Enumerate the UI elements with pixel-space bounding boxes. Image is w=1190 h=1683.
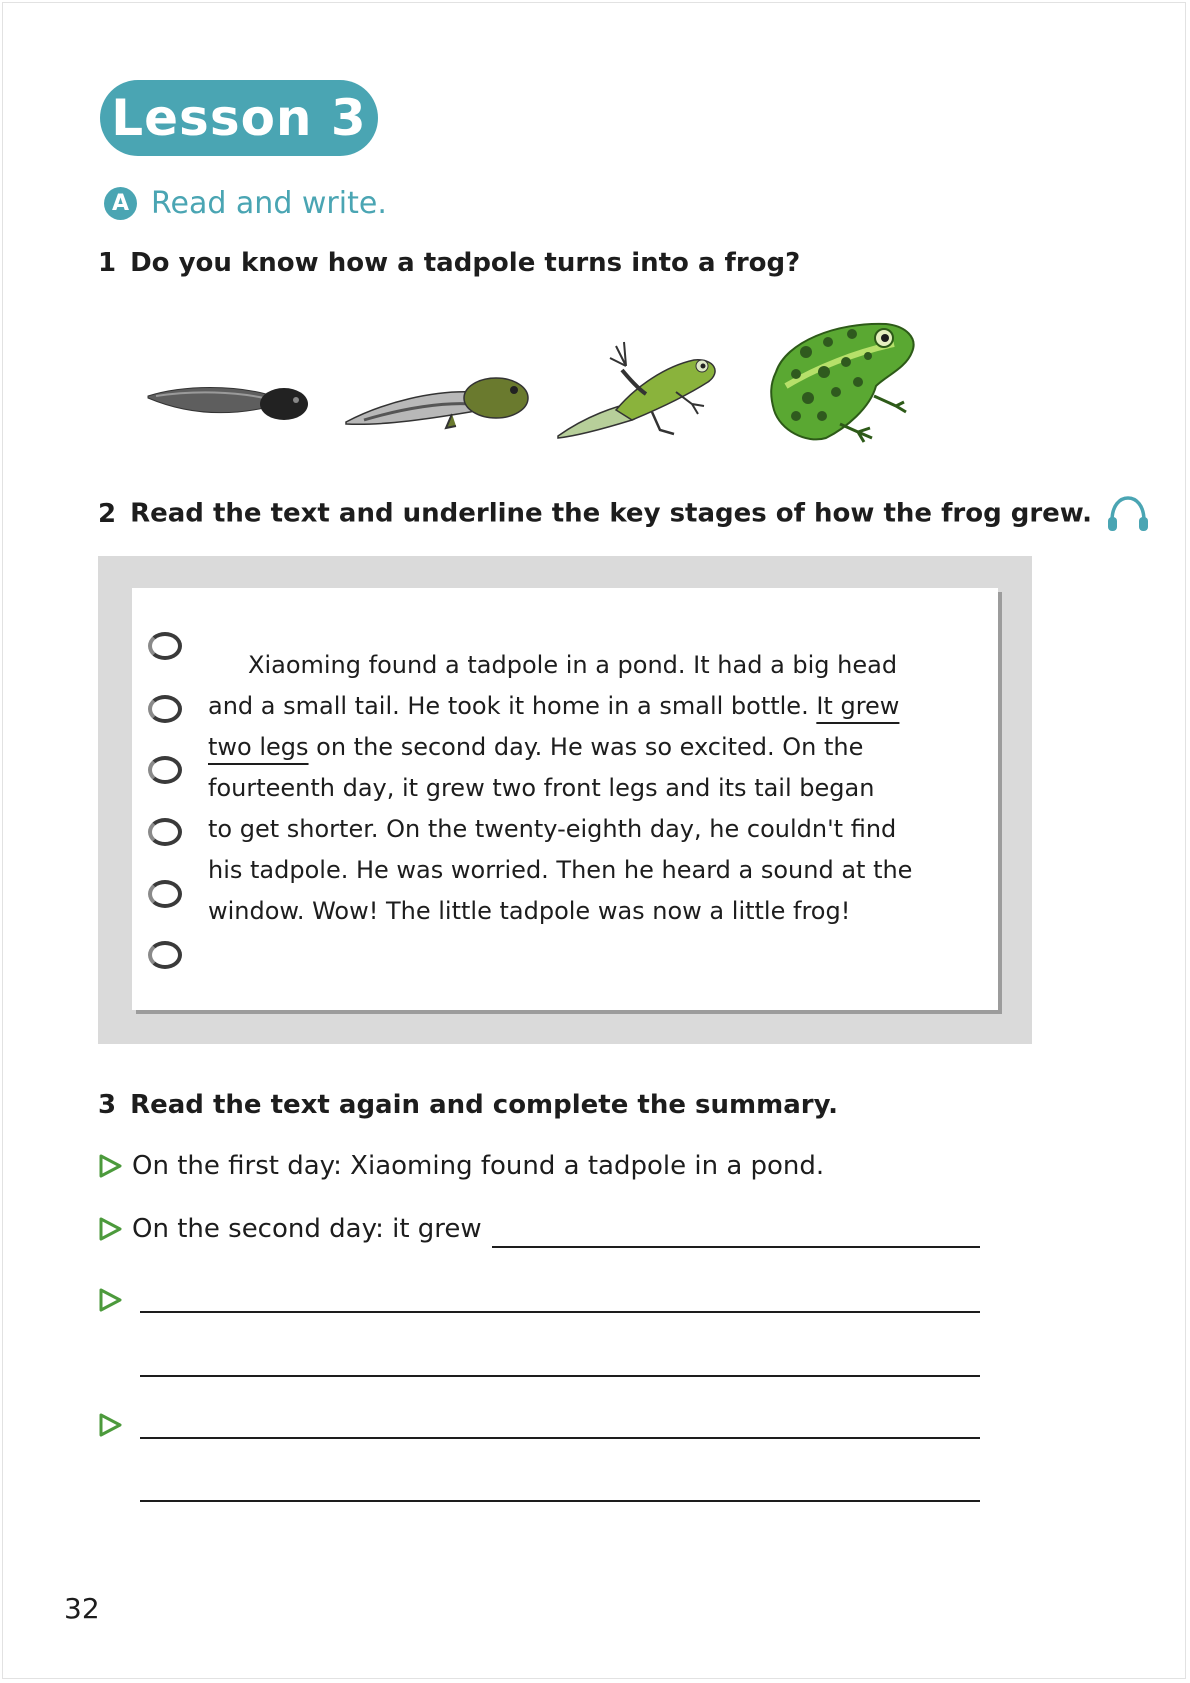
arrow-bullet-icon — [96, 1411, 124, 1439]
headphones-icon[interactable] — [1106, 495, 1150, 533]
answer-blank[interactable] — [140, 1311, 980, 1313]
section-header — [104, 186, 387, 221]
tadpole-icon — [146, 376, 312, 424]
story-line: Xiaoming found a tadpole in a pond. It had a big head — [248, 651, 898, 679]
summary-row — [96, 1151, 824, 1181]
binder-ring — [148, 880, 182, 908]
answer-blank[interactable] — [492, 1246, 980, 1248]
question-text: Read the text and underline the key stages of how the frog grew. — [130, 498, 1093, 529]
question-number: 3 — [98, 1090, 117, 1120]
story-line: fourteenth day, it grew two front legs and its tail began — [208, 774, 875, 802]
binder-ring — [148, 632, 182, 660]
story-line — [208, 727, 988, 768]
arrow-bullet-icon — [96, 1215, 124, 1243]
question-number: 1 — [98, 248, 117, 278]
tadpole-with-legs-icon — [344, 362, 532, 434]
question-3 — [98, 1090, 838, 1120]
section-title: Read and write. — [151, 186, 387, 221]
story-line: his tadpole. He was worried. Then he heard a sound at the — [208, 856, 913, 884]
froglet-icon — [556, 336, 726, 446]
answer-blank[interactable] — [140, 1500, 980, 1502]
lesson-title: Lesson 3 — [100, 80, 378, 156]
question-2 — [98, 495, 1150, 533]
summary-text: On the first day: Xiaoming found a tadpole in a pond. — [132, 1151, 825, 1181]
frog-icon — [766, 312, 920, 458]
story-line: window. Wow! The little tadpole was now a little frog! — [208, 897, 851, 925]
answer-blank[interactable] — [140, 1437, 980, 1439]
question-text: Do you know how a tadpole turns into a frog? — [130, 248, 801, 278]
binder-ring — [148, 818, 182, 846]
story-line — [208, 686, 988, 727]
page-number: 32 — [64, 1592, 100, 1625]
summary-row — [96, 1411, 132, 1439]
question-text: Read the text again and complete the summary. — [130, 1090, 839, 1120]
answer-blank[interactable] — [140, 1375, 980, 1377]
reading-text — [208, 645, 988, 932]
section-badge: A — [104, 187, 137, 220]
summary-text: On the second day: it grew — [132, 1214, 482, 1244]
question-1 — [98, 248, 800, 278]
arrow-bullet-icon — [96, 1286, 124, 1314]
summary-row — [96, 1286, 132, 1314]
binder-ring — [148, 756, 182, 784]
binder-ring — [148, 695, 182, 723]
arrow-bullet-icon — [96, 1152, 124, 1180]
story-line: to get shorter. On the twenty-eighth day, he couldn't find — [208, 815, 897, 843]
underlined-stage: It grew — [816, 692, 900, 720]
binder-ring — [148, 941, 182, 969]
story-text: and a small tail. He took it home in a small bottle. — [208, 692, 817, 720]
underlined-stage: two legs — [208, 733, 309, 761]
story-text: on the second day. He was so excited. On the — [308, 733, 864, 761]
question-number: 2 — [98, 498, 117, 529]
summary-row — [96, 1214, 482, 1244]
